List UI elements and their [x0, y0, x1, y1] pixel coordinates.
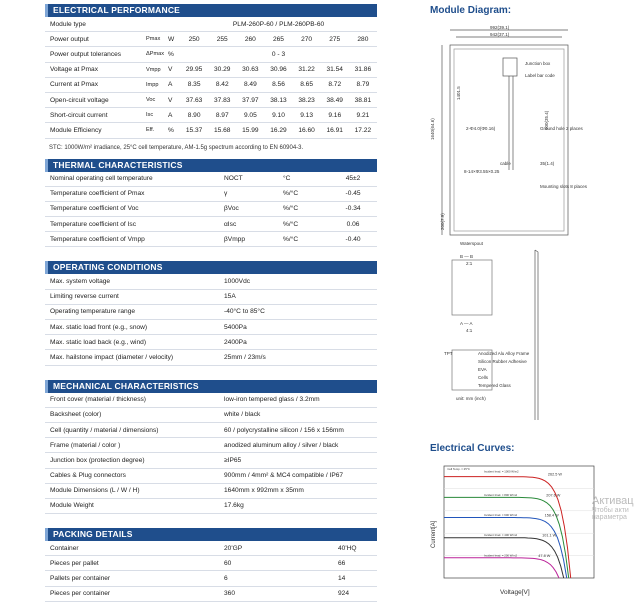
dim-inner2: 900(35.4): [544, 110, 549, 130]
operating-header: OPERATING CONDITIONS: [45, 261, 377, 274]
row-value: 8.56: [264, 77, 292, 92]
row-value-a: 20'GP: [222, 541, 336, 556]
row-symbol: ΔPmax: [144, 47, 166, 62]
dim-inner1: 1401.5: [456, 86, 461, 100]
row-value: 38.23: [293, 92, 321, 107]
row-value: ≥IP65: [222, 453, 377, 468]
row-value: 9.05: [236, 108, 264, 123]
label-bar-label: Label bar code: [525, 73, 555, 78]
row-label: Short-circuit current: [45, 108, 144, 123]
row-label: Container: [45, 541, 222, 556]
row-value: 15.37: [180, 123, 208, 138]
table-row: [45, 92, 377, 107]
activation-watermark: Активац Чтобы акти параметра: [592, 495, 634, 521]
table-row: [45, 217, 377, 232]
row-value: 38.49: [321, 92, 349, 107]
packing-header: PACKING DETAILS: [45, 528, 377, 541]
row-value: 1000Vdc: [222, 274, 377, 289]
layer-1: Silicon Rubber Adhesive: [478, 359, 527, 364]
table-row: [45, 32, 377, 47]
row-value: -0.45: [329, 186, 377, 201]
packing-table: [45, 541, 377, 602]
row-label: Temperature coefficient of Voc: [45, 201, 222, 216]
power-label-4: 47.8 W: [538, 553, 551, 558]
row-value: 8.49: [236, 77, 264, 92]
iv-curve-chart: [430, 458, 630, 598]
tpt-label: TPT: [444, 351, 453, 356]
table-row: [45, 335, 377, 350]
row-label: Frame (material / color ): [45, 438, 222, 453]
holes-label: 2-Φ4.0(Φ0.16): [466, 126, 496, 131]
holes2-label: 8-14×Φ3.55×0.25: [464, 169, 500, 174]
table-row: [45, 586, 377, 601]
scale-bb: 2:1: [466, 261, 473, 266]
table-row: [45, 438, 377, 453]
row-label: Pallets per container: [45, 571, 222, 586]
row-label: Pieces per pallet: [45, 556, 222, 571]
row-label: Module Weight: [45, 498, 222, 513]
table-row: [45, 393, 377, 408]
row-value-b: 924: [336, 586, 377, 601]
table-row: [45, 407, 377, 422]
row-value: -40°C to 85°C: [222, 304, 377, 319]
row-symbol: Eff.: [144, 123, 166, 138]
table-row: [45, 17, 377, 32]
row-value: 8.35: [180, 77, 208, 92]
row-value: 37.83: [208, 92, 236, 107]
legend-entry-0: Incident Irrad. = 1000 W/m2: [484, 469, 519, 474]
row-value: 9.21: [349, 108, 377, 123]
electrical-table: [45, 17, 377, 139]
row-value: 1640mm x 992mm x 35mm: [222, 483, 377, 498]
row-label: Pieces per container: [45, 586, 222, 601]
row-label: Max. static load front (e.g., snow): [45, 320, 222, 335]
row-label: Junction box (protection degree): [45, 453, 222, 468]
row-value: 9.16: [321, 108, 349, 123]
legend-temp: Cell Temp. = 25°C: [447, 467, 470, 471]
row-label: Module Efficiency: [45, 123, 144, 138]
plot-frame: [444, 466, 594, 578]
row-value: 8.79: [349, 77, 377, 92]
row-value: 280: [349, 32, 377, 47]
row-value: 9.13: [293, 108, 321, 123]
row-value: 37.63: [180, 92, 208, 107]
row-label: Front cover (material / thickness): [45, 393, 222, 408]
dim-top2: 942(37.1): [490, 32, 510, 37]
row-value: 0.06: [329, 217, 377, 232]
row-value: 16.91: [321, 123, 349, 138]
mount-label: Mounting slots 8 places: [540, 184, 588, 189]
junction-label: Junction box: [525, 61, 551, 66]
row-value: -0.34: [329, 201, 377, 216]
row-label: Current at Pmax: [45, 77, 144, 92]
row-symbol: βVmpp: [222, 232, 281, 247]
power-label-3: 101.1 W: [542, 533, 557, 538]
row-symbol: Impp: [144, 77, 166, 92]
spec-column: [45, 0, 377, 602]
row-symbol: Voc: [144, 92, 166, 107]
row-label: Operating temperature range: [45, 304, 222, 319]
legend-entry-3: Incident Irrad. = 400 W/m2: [484, 533, 518, 538]
table-row: [45, 483, 377, 498]
row-value: 38.13: [264, 92, 292, 107]
cable-label: cable: [500, 161, 511, 166]
row-label: Temperature coefficient of Vmpp: [45, 232, 222, 247]
row-unit: %/°C: [281, 232, 329, 247]
table-row: [45, 77, 377, 92]
row-unit: %/°C: [281, 186, 329, 201]
table-row: [45, 571, 377, 586]
row-unit: %/°C: [281, 217, 329, 232]
unit-label: unit: mm (inch): [456, 396, 486, 401]
row-value: 37.97: [236, 92, 264, 107]
row-value: 265: [264, 32, 292, 47]
row-value: 250: [180, 32, 208, 47]
iv-curve-2: [444, 518, 567, 579]
y-axis-label: Current[A]: [431, 520, 437, 548]
section-bb: B — B: [460, 254, 474, 259]
dim-352: 35(1.4): [540, 161, 555, 166]
power-label-1: 207.6 W: [546, 493, 561, 498]
stc-note: STC: 1000W/m² irradiance, 25°C cell temperature, AM-1.5g spectrum according to EN 60904-3.: [49, 144, 304, 151]
power-label-0: 262.5 W: [547, 472, 563, 477]
operating-table: [45, 274, 377, 365]
table-row: [45, 320, 377, 335]
row-value-b: 66: [336, 556, 377, 571]
row-label: Limiting reverse current: [45, 289, 222, 304]
row-value: 60 / polycrystalline silicon / 156 x 156mm: [222, 422, 377, 437]
ground-label: Ground hole 2 places: [540, 126, 583, 131]
row-label: Temperature coefficient of Pmax: [45, 186, 222, 201]
row-value: anodized aluminum alloy / silver / black: [222, 438, 377, 453]
row-label: Max. hailstone impact (diameter / velocity): [45, 350, 222, 365]
junction-box: [503, 58, 517, 76]
mechanical-header: MECHANICAL CHARACTERISTICS: [45, 380, 377, 393]
row-value: 9.10: [264, 108, 292, 123]
row-symbol: βVoc: [222, 201, 281, 216]
row-value: 31.86: [349, 62, 377, 77]
row-label: Max. system voltage: [45, 274, 222, 289]
row-value-b: 14: [336, 571, 377, 586]
curves-title: Electrical Curves:: [430, 443, 515, 454]
table-row: [45, 47, 377, 62]
row-value-a: 6: [222, 571, 336, 586]
row-symbol: Vmpp: [144, 62, 166, 77]
table-row: [45, 172, 377, 187]
table-row: [45, 232, 377, 247]
table-row: [45, 123, 377, 138]
row-unit: W: [166, 32, 180, 47]
row-value: 270: [293, 32, 321, 47]
layer-0: Anodized Alu Alloy Frame: [478, 351, 530, 356]
table-row: [45, 350, 377, 365]
diagram-title: Module Diagram:: [430, 5, 512, 16]
row-symbol: γ: [222, 186, 281, 201]
section-aa: A — A: [460, 321, 473, 326]
row-value: 31.54: [321, 62, 349, 77]
row-value: 30.29: [208, 62, 236, 77]
row-unit: °C: [281, 172, 329, 187]
row-value: 30.96: [264, 62, 292, 77]
row-unit: A: [166, 108, 180, 123]
row-value: 31.22: [293, 62, 321, 77]
table-row: [45, 556, 377, 571]
row-value: 30.63: [236, 62, 264, 77]
table-row: [45, 304, 377, 319]
row-value: 15.99: [236, 123, 264, 138]
table-row: [45, 62, 377, 77]
dim-bottom: 200(7.9): [440, 213, 445, 230]
row-unit: A: [166, 77, 180, 92]
row-value: 0 - 3: [180, 47, 377, 62]
row-value: 2400Pa: [222, 335, 377, 350]
row-unit: %/°C: [281, 201, 329, 216]
row-value: 900mm / 4mm² & MC4 compatible / IP67: [222, 468, 377, 483]
row-value: 8.72: [321, 77, 349, 92]
layer-2: EVA: [478, 367, 487, 372]
row-value-a: 60: [222, 556, 336, 571]
row-unit: %: [166, 47, 180, 62]
row-label: Power output: [45, 32, 144, 47]
iv-curve-4: [444, 558, 559, 578]
row-value: 15A: [222, 289, 377, 304]
module-diagram: [430, 20, 640, 440]
dim-left: 1640(64.6): [430, 118, 435, 140]
legend-entry-2: Incident Irrad. = 600 W/m2: [484, 513, 518, 518]
row-symbol: αIsc: [222, 217, 281, 232]
row-label: Max. static load back (e.g., wind): [45, 335, 222, 350]
row-value: 17.22: [349, 123, 377, 138]
row-value: 16.29: [264, 123, 292, 138]
thermal-table: [45, 172, 377, 248]
row-value: 15.68: [208, 123, 236, 138]
mechanical-table: [45, 393, 377, 515]
table-row: [45, 498, 377, 513]
table-row: [45, 274, 377, 289]
row-label: Cables & Plug connectors: [45, 468, 222, 483]
table-row: [45, 422, 377, 437]
row-label: Nominal operating cell temperature: [45, 172, 222, 187]
model-cell: PLM-260P-60 / PLM-260PB-60: [180, 17, 377, 32]
row-value: -0.40: [329, 232, 377, 247]
legend-entry-1: Incident Irrad. = 800 W/m2: [484, 492, 518, 497]
thermal-header: THERMAL CHARACTERISTICS: [45, 159, 377, 172]
table-row: [45, 201, 377, 216]
row-label: Backsheet (color): [45, 407, 222, 422]
row-value: 45±2: [329, 172, 377, 187]
row-symbol: NOCT: [222, 172, 281, 187]
row-value-b: 40'HQ: [336, 541, 377, 556]
row-value: white / black: [222, 407, 377, 422]
table-row: [45, 453, 377, 468]
table-row: [45, 108, 377, 123]
layer-4: Tempered Glass: [478, 383, 511, 388]
scale-aa: 4:1: [466, 328, 473, 333]
row-value: low-iron tempered glass / 3.2mm: [222, 393, 377, 408]
legend-entry-4: Incident Irrad. = 200 W/m2: [484, 553, 518, 558]
x-axis-label: Voltage[V]: [500, 589, 530, 596]
row-symbol: Isc: [144, 108, 166, 123]
row-value: 16.60: [293, 123, 321, 138]
table-row: [45, 468, 377, 483]
electrical-header: ELECTRICAL PERFORMANCE: [45, 4, 377, 17]
layer-3: Cells: [478, 375, 489, 380]
row-value: 25mm / 23m/s: [222, 350, 377, 365]
row-label: Open-circuit voltage: [45, 92, 144, 107]
table-row: [45, 289, 377, 304]
row-unit: V: [166, 62, 180, 77]
row-value: 8.97: [208, 108, 236, 123]
cell: Module type: [45, 17, 144, 32]
table-row: [45, 186, 377, 201]
table-row: [45, 541, 377, 556]
row-value: 8.65: [293, 77, 321, 92]
dim-top1: 992(39.1): [490, 25, 510, 30]
row-value: 8.90: [180, 108, 208, 123]
row-label: Temperature coefficient of Isc: [45, 217, 222, 232]
row-unit: V: [166, 92, 180, 107]
row-value: 5400Pa: [222, 320, 377, 335]
row-label: Power output tolerances: [45, 47, 144, 62]
row-value: 38.81: [349, 92, 377, 107]
row-label: Voltage at Pmax: [45, 62, 144, 77]
drain-label: Waterspout: [460, 241, 483, 246]
row-value-a: 360: [222, 586, 336, 601]
row-symbol: Pmax: [144, 32, 166, 47]
row-value: 255: [208, 32, 236, 47]
row-value: 275: [321, 32, 349, 47]
row-value: 29.95: [180, 62, 208, 77]
row-value: 260: [236, 32, 264, 47]
row-label: Module Dimensions (L / W / H): [45, 483, 222, 498]
row-value: 8.42: [208, 77, 236, 92]
row-label: Cell (quantity / material / dimensions): [45, 422, 222, 437]
row-value: 17.6kg: [222, 498, 377, 513]
power-label-2: 158.4 W: [544, 513, 559, 518]
row-unit: %: [166, 123, 180, 138]
